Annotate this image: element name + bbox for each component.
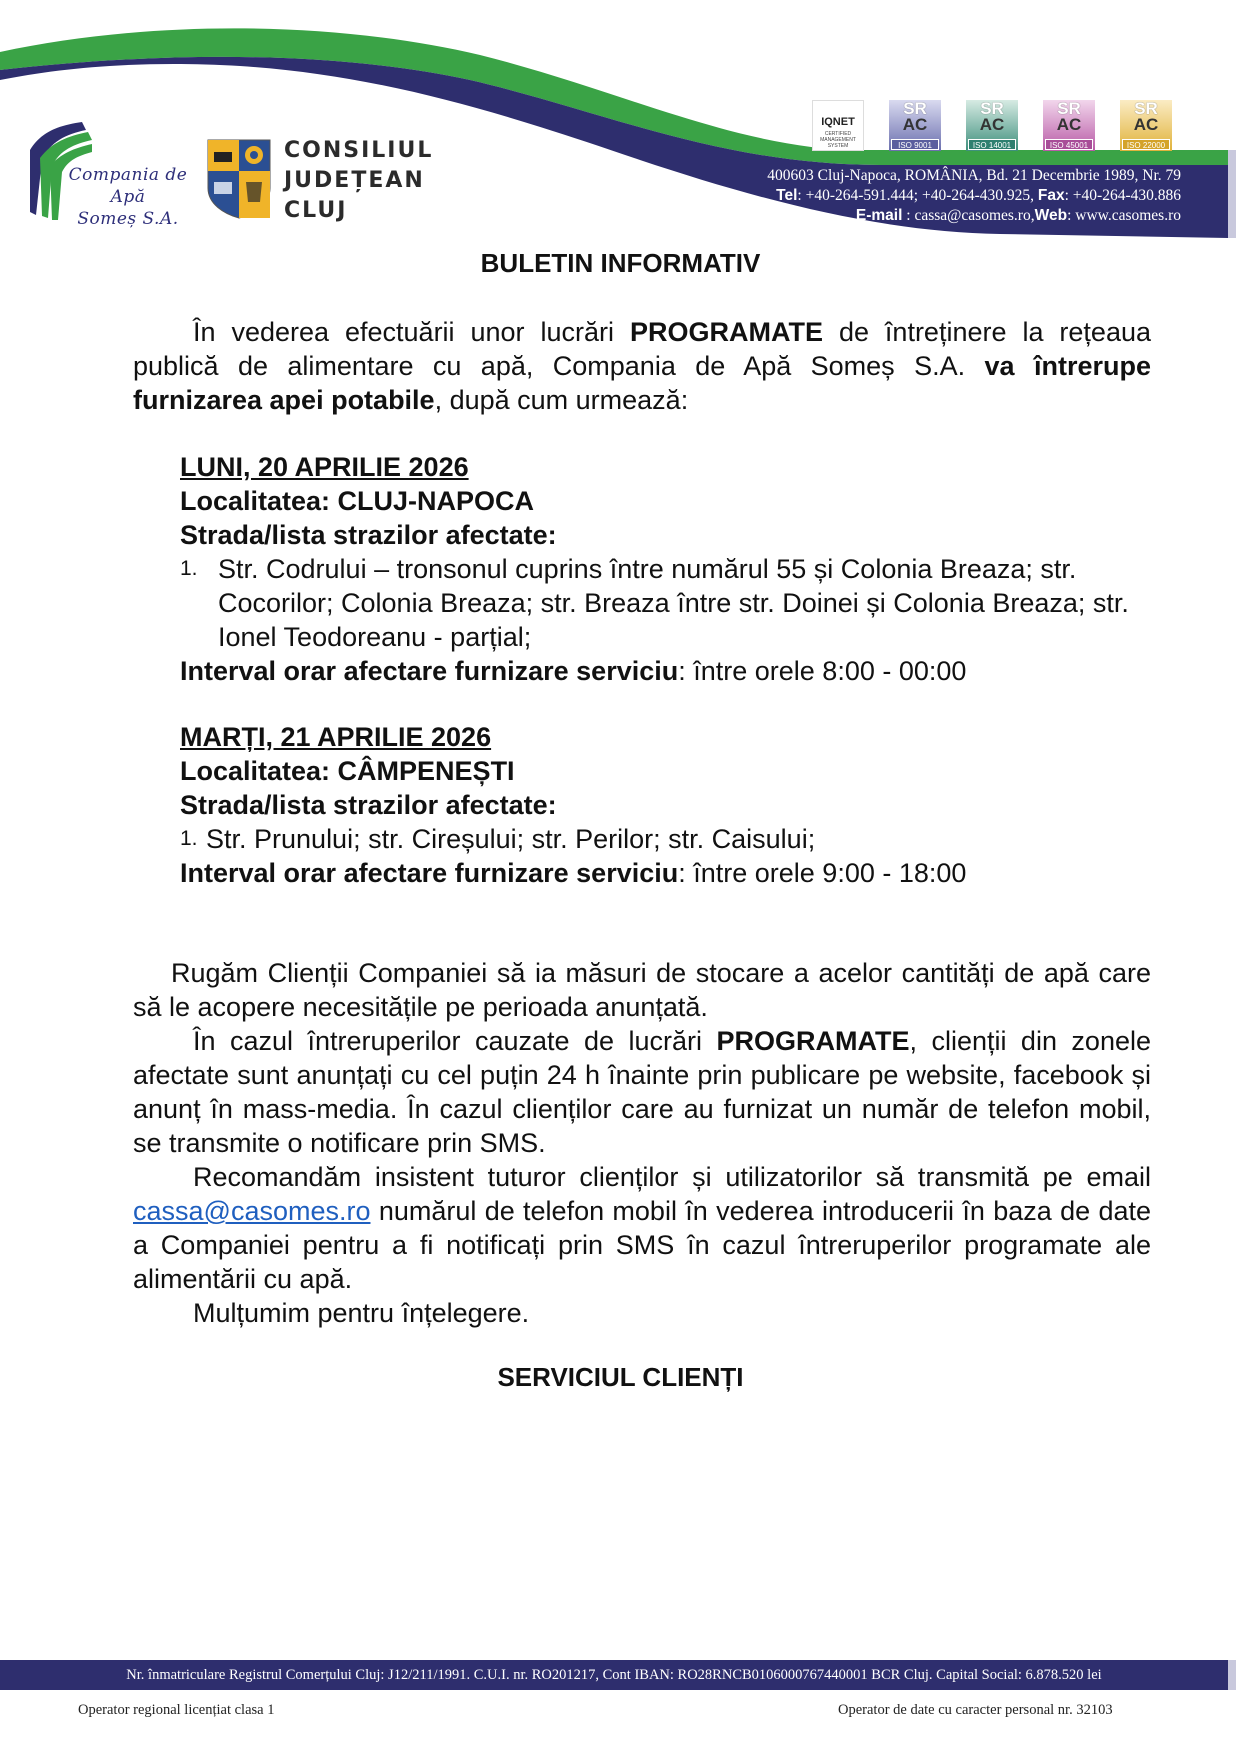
badge-ac: AC bbox=[979, 115, 1005, 134]
iso-45001-badge bbox=[1043, 100, 1095, 151]
badge-ac: AC bbox=[1056, 115, 1082, 134]
schedule-date: MARȚI, 21 APRILIE 2026 bbox=[180, 722, 492, 752]
schedule-interval bbox=[180, 858, 966, 888]
notice-announcement bbox=[133, 1024, 1151, 1160]
fax-value: : +40-264-430.886 bbox=[1064, 187, 1181, 204]
footer-registration-bar: Nr. înmatriculare Registrul Comerțului Cluj: J12/211/1991. C.U.I. nr. RO201217, Cont IBAN: RO28RNCB0106000767440001 BCR Cluj. Capital Social: 6.878.520 lei bbox=[0, 1660, 1228, 1690]
badge-sr: SR bbox=[1134, 99, 1158, 118]
web-label: Web bbox=[1034, 207, 1068, 224]
signoff-department: SERVICIUL CLIENȚI bbox=[497, 1362, 744, 1392]
coat-of-arms-icon bbox=[206, 138, 272, 220]
street-list-item bbox=[180, 822, 1160, 856]
schedule-date: LUNI, 20 APRILIE 2026 bbox=[180, 452, 469, 482]
email-label: E-mail bbox=[855, 207, 903, 224]
notice-bold-programate: PROGRAMATE bbox=[716, 1026, 910, 1056]
county-council-logo bbox=[206, 138, 436, 222]
badge-ac: AC bbox=[1133, 115, 1159, 134]
intro-bold-interruption: va întrerupe furnizarea apei potabile bbox=[133, 351, 1151, 415]
document-title: BULETIN INFORMATIV bbox=[480, 248, 761, 278]
county-council-line3: CLUJ bbox=[284, 198, 348, 223]
footer-bar-edge bbox=[1228, 1660, 1236, 1690]
iso-9001-badge bbox=[889, 100, 941, 151]
badge-ac: AC bbox=[902, 115, 928, 134]
footer-data-operator: Operator de date cu caracter personal nr. 32103 bbox=[838, 1702, 1113, 1718]
iso-14001-badge bbox=[966, 100, 1018, 151]
county-council-name bbox=[284, 136, 433, 226]
web-value[interactable]: : www.casomes.ro bbox=[1067, 207, 1181, 224]
company-logo-line1: Compania de Apă bbox=[68, 165, 188, 207]
notice-announcement-text-2: , clienții din zonele afectate sunt anunțați cu cel puțin 24 h înainte prin publicare pe website, facebook și anunț în mass-media. În cazul clienților care au furnizat un număr de telefon mobil, se transmite o notificare prin SMS. bbox=[133, 1026, 1151, 1158]
footer-operator-license: Operator regional licențiat clasa 1 bbox=[78, 1702, 275, 1718]
interval-label: Interval orar afectare furnizare serviciu bbox=[180, 858, 679, 888]
item-number: 1. bbox=[180, 557, 198, 580]
badge-iso-label: ISO 14001 bbox=[968, 139, 1016, 150]
county-council-line2: JUDEȚEAN bbox=[284, 168, 425, 193]
wave-edge bbox=[1228, 150, 1236, 238]
notice-recommendation-text-1: Recomandăm insistent tuturor clienților și utilizatorilor să transmită pe email bbox=[193, 1162, 1151, 1192]
thanks-text: Mulțumim pentru înțelegere. bbox=[193, 1298, 530, 1328]
schedule-streets-label: Strada/lista strazilor afectate: bbox=[180, 790, 557, 820]
company-logo-line2: Someș S.A. bbox=[77, 209, 179, 229]
badge-iso-label: ISO 45001 bbox=[1045, 139, 1093, 150]
iqnet-badge bbox=[812, 100, 864, 151]
company-contact-block bbox=[767, 166, 1181, 226]
intro-paragraph bbox=[133, 315, 1151, 417]
email-value[interactable]: : cassa@casomes.ro, bbox=[902, 207, 1035, 224]
interval-value: : între orele 8:00 - 00:00 bbox=[678, 656, 967, 686]
company-email-line bbox=[767, 206, 1181, 226]
county-council-line1: CONSILIUL bbox=[284, 138, 434, 163]
intro-bold-programate: PROGRAMATE bbox=[629, 317, 823, 347]
badge-sr: SR bbox=[903, 99, 927, 118]
company-phone-line bbox=[767, 186, 1181, 206]
item-number: 1. bbox=[180, 827, 198, 850]
notice-recommendation-text-2: numărul de telefon mobil în vederea introducerii în baza de date a Companiei pentru a fi notificați prin SMS în cazul întreruperilor programate ale alimentării cu apă. bbox=[133, 1196, 1151, 1294]
schedule-entry bbox=[180, 720, 1160, 890]
schedule-streets-label: Strada/lista strazilor afectate: bbox=[180, 520, 557, 550]
tel-label: Tel bbox=[776, 187, 798, 204]
notice-storage bbox=[133, 956, 1151, 1024]
notice-storage-text: Rugăm Clienții Companiei să ia măsuri de stocare a acelor cantități de apă care să le acopere necesitățile pe perioada anunțată. bbox=[133, 958, 1151, 1022]
intro-text-3: , după cum urmează: bbox=[434, 385, 689, 415]
fax-label: Fax bbox=[1037, 187, 1065, 204]
notice-recommendation bbox=[133, 1160, 1151, 1296]
street-list-item bbox=[180, 552, 1160, 654]
intro-text-2: de întreținere la rețeaua publică de alimentare cu apă, Compania de Apă Someș S.A. bbox=[133, 317, 1151, 381]
company-logo bbox=[22, 120, 192, 229]
iqnet-subtitle: CERTIFIED MANAGEMENT SYSTEM bbox=[820, 131, 856, 149]
tel-value: : +40-264-591.444; +40-264-430.925, bbox=[797, 187, 1038, 204]
interval-label: Interval orar afectare furnizare serviciu bbox=[180, 656, 679, 686]
badge-sr: SR bbox=[980, 99, 1004, 118]
badge-iso-label: ISO 22000 bbox=[1122, 139, 1170, 150]
thanks-paragraph bbox=[133, 1296, 1151, 1330]
schedule-interval bbox=[180, 656, 966, 686]
item-text: Str. Codrului – tronsonul cuprins între numărul 55 și Colonia Breaza; str. Cocorilor; Colonia Breaza; str. Breaza între str. Doinei și Colonia Breaza; str. Ionel Teodoreanu - parțial; bbox=[218, 554, 1129, 652]
company-logo-text bbox=[68, 164, 188, 230]
schedule-locality: Localitatea: CLUJ-NAPOCA bbox=[180, 486, 535, 516]
badge-iso-label: ISO 9001 bbox=[891, 139, 939, 150]
interval-value: : între orele 9:00 - 18:00 bbox=[678, 858, 967, 888]
item-text: Str. Prunului; str. Cireșului; str. Perilor; str. Caisului; bbox=[206, 824, 816, 854]
badge-sr: SR bbox=[1057, 99, 1081, 118]
email-link[interactable]: cassa@casomes.ro bbox=[133, 1196, 371, 1226]
schedule-entry bbox=[180, 450, 1160, 688]
intro-text-1: În vederea efectuării unor lucrări bbox=[193, 317, 630, 347]
schedule-locality: Localitatea: CÂMPENEȘTI bbox=[180, 756, 515, 786]
iqnet-label: IQNET bbox=[821, 116, 855, 128]
company-address: 400603 Cluj-Napoca, ROMÂNIA, Bd. 21 Decembrie 1989, Nr. 79 bbox=[767, 167, 1181, 184]
notice-announcement-text-1: În cazul întreruperilor cauzate de lucrări bbox=[193, 1026, 717, 1056]
iso-22000-badge bbox=[1120, 100, 1172, 151]
